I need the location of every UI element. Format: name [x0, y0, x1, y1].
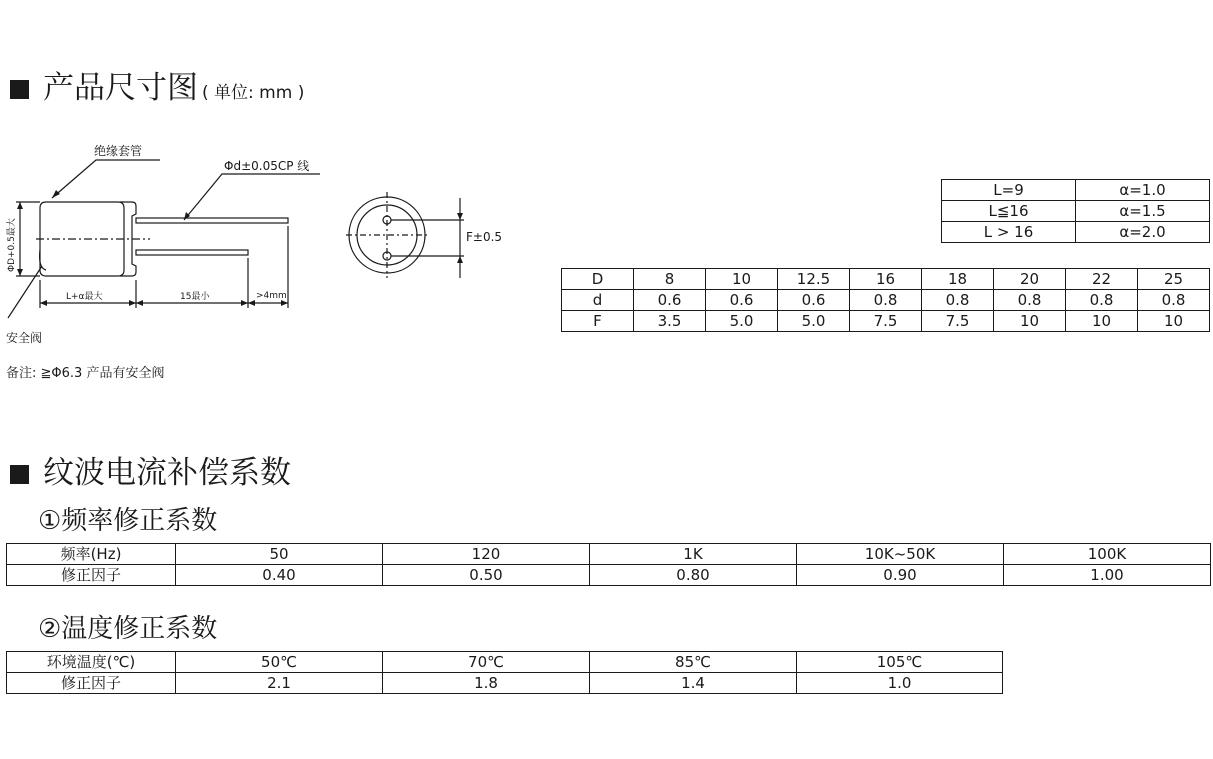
lead-length-label: 15最小 [180, 292, 210, 302]
lead-top [136, 218, 288, 223]
table-cell: 70℃ [383, 652, 590, 673]
lead-extra-label: >4mm [256, 291, 287, 301]
table-cell: 0.8 [1066, 290, 1138, 311]
table-row [562, 290, 1210, 311]
table-cell: 10 [706, 269, 778, 290]
table-row [942, 180, 1210, 201]
table-cell: 0.8 [1138, 290, 1210, 311]
section-title-text: 纹波电流补偿系数 [43, 455, 291, 491]
table-row [942, 222, 1210, 243]
arrow-icon [52, 190, 60, 198]
table-cell: 8 [634, 269, 706, 290]
table-row [562, 311, 1210, 332]
table-cell: 100K [1004, 544, 1211, 565]
arrow-icon [457, 256, 463, 263]
table-row [7, 652, 1003, 673]
table-cell: 50 [176, 544, 383, 565]
table-cell: 22 [1066, 269, 1138, 290]
square-bullet-icon [10, 465, 29, 484]
table-cell: 120 [383, 544, 590, 565]
table-row [7, 544, 1211, 565]
table-cell: 50℃ [176, 652, 383, 673]
diameter-label: ΦD+0.5最大 [7, 218, 17, 272]
arrow-icon [241, 300, 248, 306]
table-cell: 0.6 [778, 290, 850, 311]
unit-label: ( 单位: mm ) [202, 83, 305, 103]
table-cell: 10 [1066, 311, 1138, 332]
table-cell: 1K [590, 544, 797, 565]
table-cell: α=1.5 [1076, 201, 1210, 222]
table-cell: F [562, 311, 634, 332]
arrow-icon [248, 300, 255, 306]
sleeve-label: 绝缘套管 [94, 144, 143, 158]
section-title-text: 产品尺寸图 [43, 70, 198, 106]
arrow-icon [136, 300, 143, 306]
table-cell: 0.6 [634, 290, 706, 311]
table-cell: L > 16 [942, 222, 1076, 243]
freq-subtitle: ①频率修正系数 [38, 506, 218, 536]
pitch-label: F±0.5 [466, 230, 503, 244]
table-cell: L=9 [942, 180, 1076, 201]
table-cell: 0.6 [706, 290, 778, 311]
table-cell: 0.8 [922, 290, 994, 311]
table-cell: 修正因子 [7, 673, 176, 694]
table-cell: 10 [1138, 311, 1210, 332]
alpha-table [941, 179, 1210, 243]
note-text: 备注: ≧Φ6.3 产品有安全阀 [6, 366, 165, 381]
table-cell: 1.0 [797, 673, 1003, 694]
table-row [7, 565, 1211, 586]
table-cell: 环境温度(℃) [7, 652, 176, 673]
table-cell: 5.0 [706, 311, 778, 332]
table-cell: 3.5 [634, 311, 706, 332]
table-cell: 5.0 [778, 311, 850, 332]
table-cell: 1.4 [590, 673, 797, 694]
arrow-icon [17, 202, 23, 209]
table-cell: 7.5 [850, 311, 922, 332]
table-cell: 0.8 [994, 290, 1066, 311]
table-cell: 85℃ [590, 652, 797, 673]
section-title-ripple [10, 447, 291, 492]
lead-leader [184, 174, 320, 220]
table-cell: L≦16 [942, 201, 1076, 222]
vent-label: 安全阀 [6, 331, 43, 345]
table-cell: 20 [994, 269, 1066, 290]
table-cell: α=2.0 [1076, 222, 1210, 243]
table-cell: 1.8 [383, 673, 590, 694]
temperature-table [6, 651, 1003, 694]
table-cell: 0.80 [590, 565, 797, 586]
arrow-icon [17, 269, 23, 276]
sleeve-leader [52, 160, 160, 198]
table-cell: 12.5 [778, 269, 850, 290]
table-cell: 2.1 [176, 673, 383, 694]
table-cell: 0.50 [383, 565, 590, 586]
length-label: L+α最大 [66, 292, 103, 302]
table-cell: d [562, 290, 634, 311]
table-cell: 7.5 [922, 311, 994, 332]
table-cell: D [562, 269, 634, 290]
table-cell: 频率(Hz) [7, 544, 176, 565]
table-cell: 0.40 [176, 565, 383, 586]
table-cell: 1.00 [1004, 565, 1211, 586]
table-cell: α=1.0 [1076, 180, 1210, 201]
vent-leader [8, 266, 42, 318]
square-bullet-icon [10, 80, 29, 99]
table-cell: 10 [994, 311, 1066, 332]
frequency-table [6, 543, 1211, 586]
dimension-table [561, 268, 1210, 332]
table-row [562, 269, 1210, 290]
table-cell: 105℃ [797, 652, 1003, 673]
table-row [7, 673, 1003, 694]
temp-subtitle: ②温度修正系数 [38, 614, 218, 644]
table-cell: 修正因子 [7, 565, 176, 586]
table-cell: 0.8 [850, 290, 922, 311]
table-cell: 0.90 [797, 565, 1004, 586]
lead-label: Φd±0.05CP 线 [224, 159, 310, 173]
arrow-icon [40, 300, 47, 306]
section-title-dimensions [10, 62, 304, 107]
table-cell: 16 [850, 269, 922, 290]
table-cell: 10K~50K [797, 544, 1004, 565]
arrow-icon [457, 213, 463, 220]
table-cell: 25 [1138, 269, 1210, 290]
lead-bottom [136, 250, 248, 255]
table-row [942, 201, 1210, 222]
arrow-icon [129, 300, 136, 306]
table-cell: 18 [922, 269, 994, 290]
